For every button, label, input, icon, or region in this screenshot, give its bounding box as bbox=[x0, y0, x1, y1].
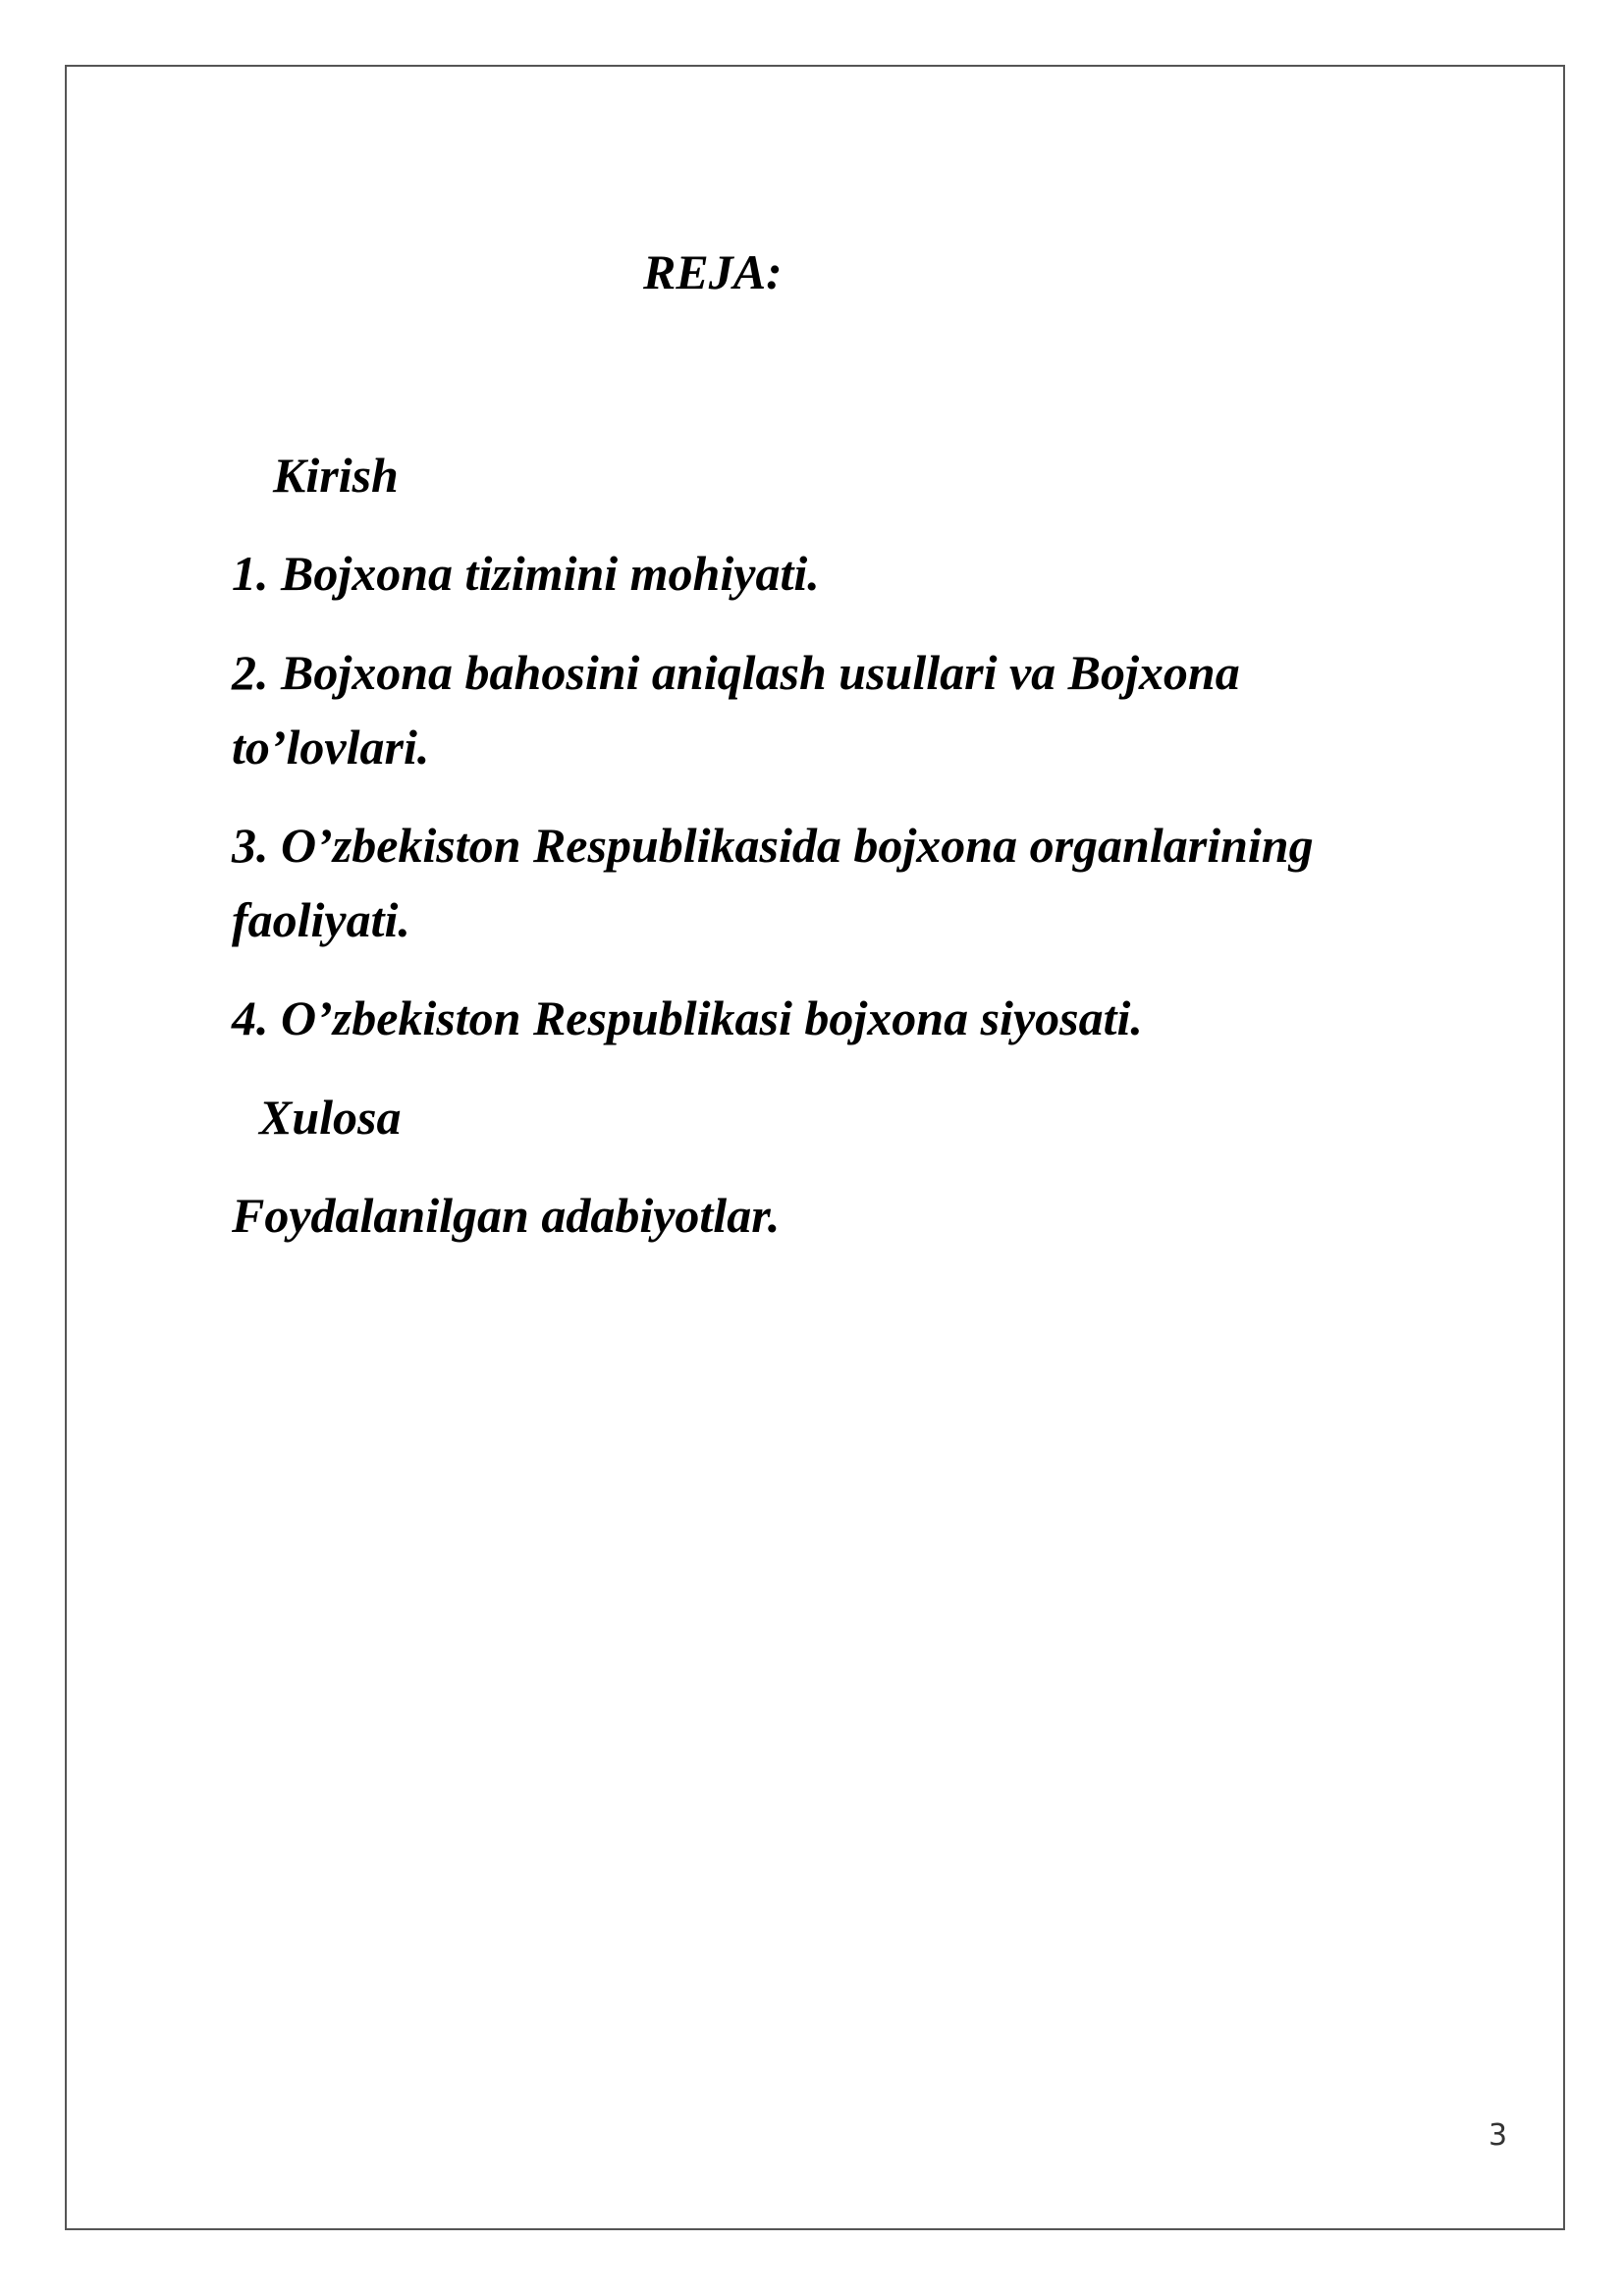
page-number: 3 bbox=[1489, 2118, 1508, 2153]
plan-item-introduction: Kirish bbox=[273, 448, 399, 503]
plan-item-2: 2. Bojxona bahosini aniqlash usullari va Bojxona bbox=[232, 645, 1240, 700]
plan-title: REJA: bbox=[643, 244, 783, 299]
plan-item-references: Foydalanilgan adabiyotlar. bbox=[232, 1188, 781, 1243]
plan-item-3: 3. O’zbekiston Respublikasida bojxona organlarining bbox=[232, 818, 1314, 873]
plan-item-1: 1. Bojxona tizimini mohiyati. bbox=[232, 546, 820, 601]
plan-item-conclusion: Xulosa bbox=[259, 1090, 402, 1145]
plan-item-4: 4. O’zbekiston Respublikasi bojxona siyosati. bbox=[232, 990, 1143, 1045]
plan-item-3-continued: faoliyati. bbox=[232, 892, 410, 947]
plan-item-2-continued: to’lovlari. bbox=[232, 720, 430, 774]
